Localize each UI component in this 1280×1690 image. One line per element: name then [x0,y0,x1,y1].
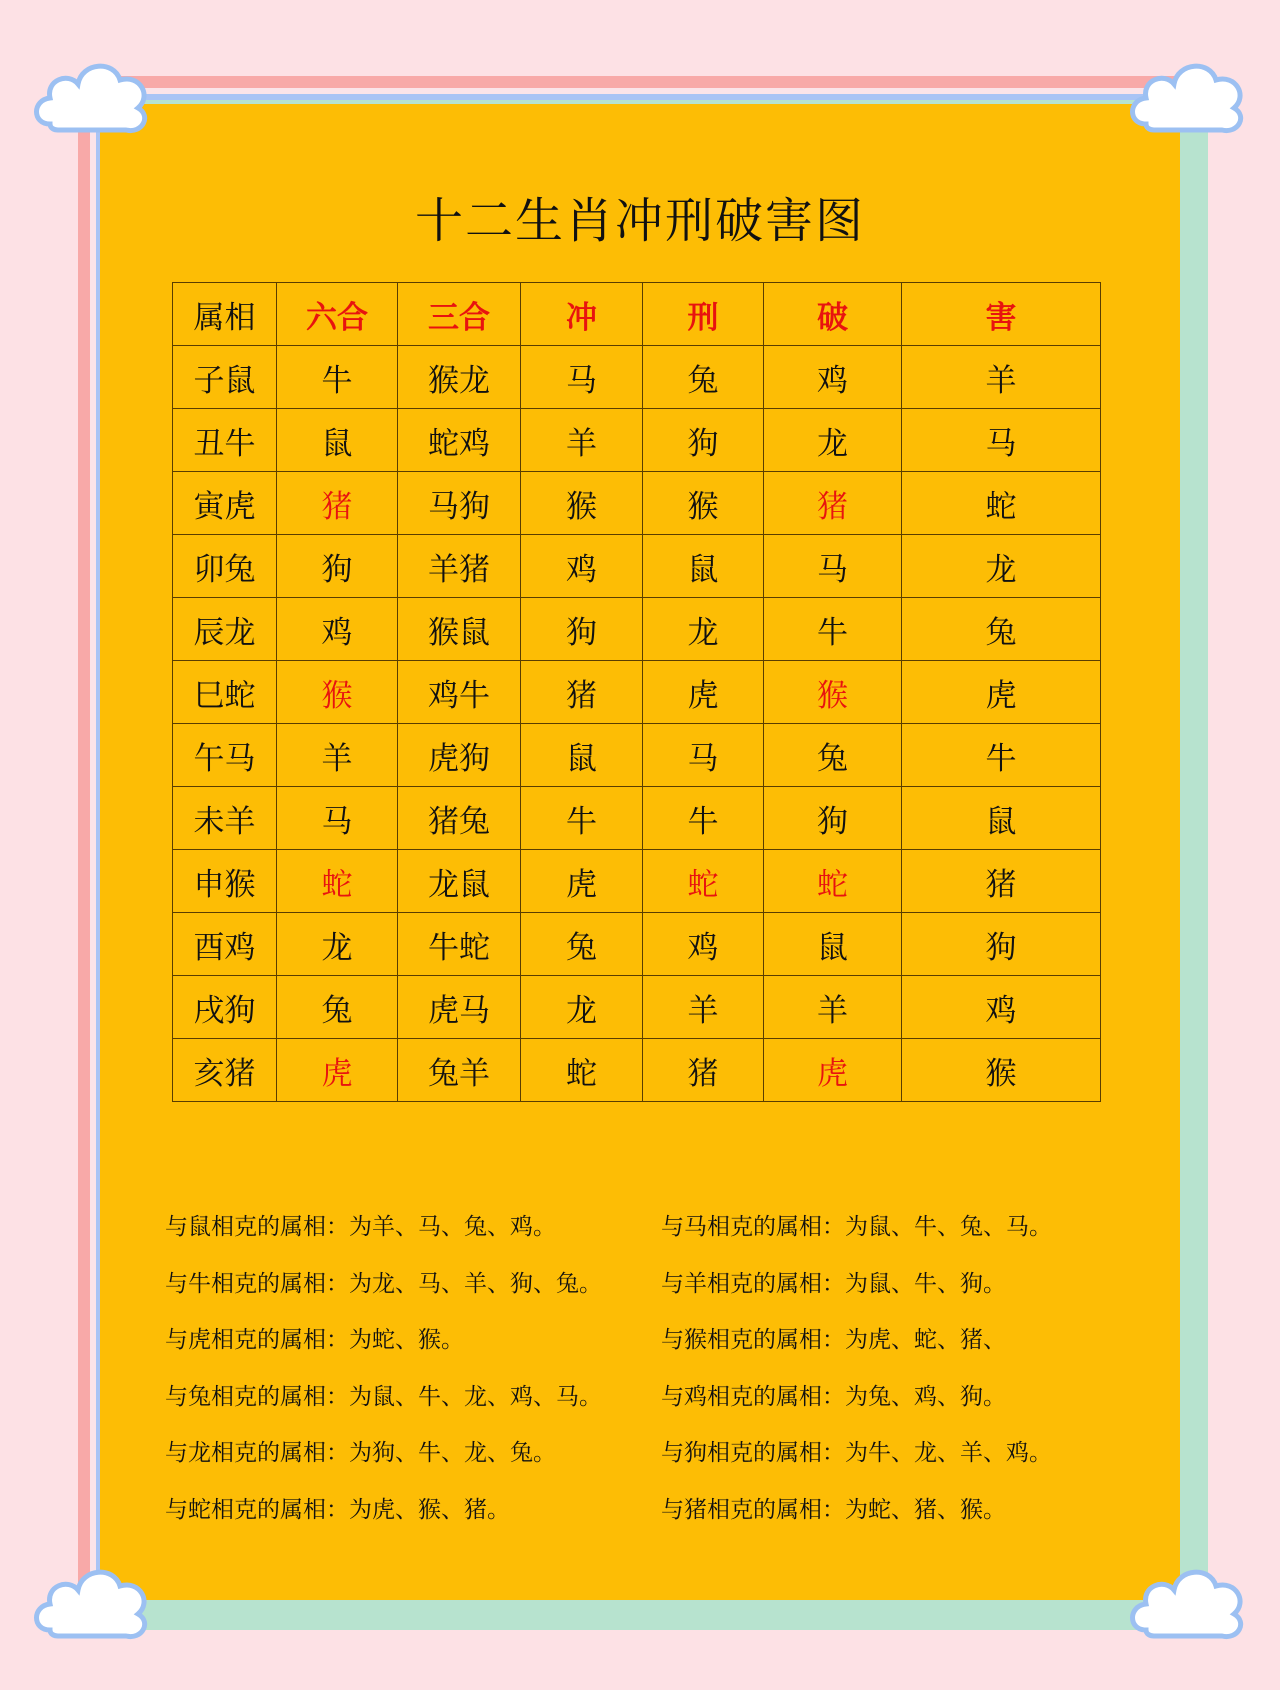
table-cell: 猴鼠 [398,598,521,661]
cloud-icon-bottom-right [1124,1550,1254,1650]
table-cell: 牛 [643,787,764,850]
table-cell: 牛 [277,346,398,409]
table-cell: 羊 [643,976,764,1039]
table-row [173,787,1101,850]
table-cell: 蛇 [902,472,1101,535]
table-cell: 马 [521,346,643,409]
table-cell: 鸡 [643,913,764,976]
note-row [165,1265,1125,1322]
table-cell: 羊 [902,346,1101,409]
table-cell: 马 [764,535,902,598]
table-cell: 鸡牛 [398,661,521,724]
table-cell: 狗 [902,913,1101,976]
table-cell: 鼠 [643,535,764,598]
header-cell-xing: 刑 [643,283,764,346]
note-left: 与兔相克的属相：为鼠、牛、龙、鸡、马。 [165,1383,602,1410]
header-cell-chong: 冲 [521,283,643,346]
table-cell: 蛇鸡 [398,409,521,472]
table-cell: 兔 [521,913,643,976]
table-cell: 兔 [277,976,398,1039]
table-cell: 虎狗 [398,724,521,787]
note-left: 与牛相克的属相：为龙、马、羊、狗、兔。 [165,1270,602,1297]
table-cell: 马 [277,787,398,850]
note-left: 与鼠相克的属相：为羊、马、兔、鸡。 [165,1214,556,1240]
table-cell: 猴 [277,661,398,724]
cloud-icon-top-right [1124,44,1254,144]
table-cell: 牛蛇 [398,913,521,976]
table-cell: 虎 [643,661,764,724]
table-cell: 猪兔 [398,787,521,850]
note-right: 与猪相克的属相：为蛇、猪、猴。 [661,1496,1006,1523]
table-cell: 鸡 [277,598,398,661]
table-cell: 马 [902,409,1101,472]
zodiac-name-cell: 辰龙 [173,598,277,661]
table-cell: 狗 [521,598,643,661]
note-left: 与龙相克的属相：为狗、牛、龙、兔。 [165,1440,556,1466]
note-row [165,1434,1125,1491]
table-cell: 鼠 [521,724,643,787]
table-row [173,535,1101,598]
table-cell: 鼠 [277,409,398,472]
note-right: 与马相克的属相：为鼠、牛、兔、马。 [661,1214,1052,1240]
table-cell: 猴 [521,472,643,535]
page-title: 十二生肖冲刑破害图 [414,193,865,249]
table-cell: 蛇 [643,850,764,913]
table-cell: 虎 [902,661,1101,724]
table-cell: 猴龙 [398,346,521,409]
table-cell: 猪 [764,472,902,535]
table-cell: 马 [643,724,764,787]
zodiac-name-cell: 亥猪 [173,1039,277,1102]
table-row [173,346,1101,409]
table-cell: 兔 [902,598,1101,661]
zodiac-name-cell: 卯兔 [173,535,277,598]
table-cell: 鸡 [764,346,902,409]
table-cell: 牛 [521,787,643,850]
table-header-row [173,283,1101,346]
table-cell: 牛 [764,598,902,661]
table-row [173,409,1101,472]
note-right: 与鸡相克的属相：为兔、鸡、狗。 [661,1383,1006,1410]
table-cell: 龙鼠 [398,850,521,913]
table-cell: 鼠 [902,787,1101,850]
table-cell: 猴 [764,661,902,724]
cloud-icon-top-left [28,44,158,144]
table-cell: 马狗 [398,472,521,535]
table-cell: 虎马 [398,976,521,1039]
header-cell-sanhe: 三合 [398,283,521,346]
table-row [173,724,1101,787]
table-cell: 龙 [277,913,398,976]
note-right: 与羊相克的属相：为鼠、牛、狗。 [661,1270,1006,1297]
note-left: 与蛇相克的属相：为虎、猴、猪。 [165,1496,510,1523]
table-cell: 兔 [764,724,902,787]
note-right: 与狗相克的属相：为牛、龙、羊、鸡。 [661,1440,1052,1466]
table-cell: 龙 [643,598,764,661]
table-cell: 鸡 [902,976,1101,1039]
table-cell: 狗 [277,535,398,598]
zodiac-table [172,282,1101,1102]
table-row [173,1039,1101,1102]
table-row [173,850,1101,913]
table-cell: 狗 [643,409,764,472]
table-cell: 龙 [902,535,1101,598]
table-row [173,661,1101,724]
table-row [173,598,1101,661]
header-cell-po: 破 [764,283,902,346]
note-row [165,1491,1125,1548]
header-cell-liuhe: 六合 [277,283,398,346]
table-cell: 牛 [902,724,1101,787]
table-cell: 鼠 [764,913,902,976]
table-cell: 鸡 [521,535,643,598]
table-cell: 虎 [521,850,643,913]
table-cell: 猴 [643,472,764,535]
table-cell: 龙 [521,976,643,1039]
table-row [173,976,1101,1039]
note-row [165,1321,1125,1378]
table-cell: 羊 [764,976,902,1039]
table-cell: 狗 [764,787,902,850]
note-right: 与猴相克的属相：为虎、蛇、猪、 [661,1327,1006,1353]
table-cell: 龙 [764,409,902,472]
note-left: 与虎相克的属相：为蛇、猴。 [165,1327,464,1353]
table-cell: 羊 [277,724,398,787]
table-row [173,472,1101,535]
table-cell: 猪 [277,472,398,535]
zodiac-name-cell: 戌狗 [173,976,277,1039]
zodiac-name-cell: 子鼠 [173,346,277,409]
restraint-notes [165,1208,1125,1547]
table-cell: 兔 [643,346,764,409]
table-cell: 蛇 [764,850,902,913]
table-cell: 虎 [764,1039,902,1102]
cloud-icon-bottom-left [28,1550,158,1650]
table-cell: 羊猪 [398,535,521,598]
table-cell: 羊 [521,409,643,472]
table-cell: 虎 [277,1039,398,1102]
table-cell: 猴 [902,1039,1101,1102]
zodiac-name-cell: 寅虎 [173,472,277,535]
header-cell-hai: 害 [902,283,1101,346]
zodiac-name-cell: 申猴 [173,850,277,913]
note-row [165,1208,1125,1265]
table-cell: 兔羊 [398,1039,521,1102]
note-row [165,1378,1125,1435]
table-cell: 猪 [521,661,643,724]
table-row [173,913,1101,976]
table-cell: 猪 [643,1039,764,1102]
table-cell: 蛇 [277,850,398,913]
zodiac-name-cell: 丑牛 [173,409,277,472]
table-cell: 蛇 [521,1039,643,1102]
table-cell: 猪 [902,850,1101,913]
header-cell-zodiac: 属相 [173,283,277,346]
zodiac-name-cell: 巳蛇 [173,661,277,724]
zodiac-name-cell: 酉鸡 [173,913,277,976]
zodiac-name-cell: 午马 [173,724,277,787]
zodiac-name-cell: 未羊 [173,787,277,850]
